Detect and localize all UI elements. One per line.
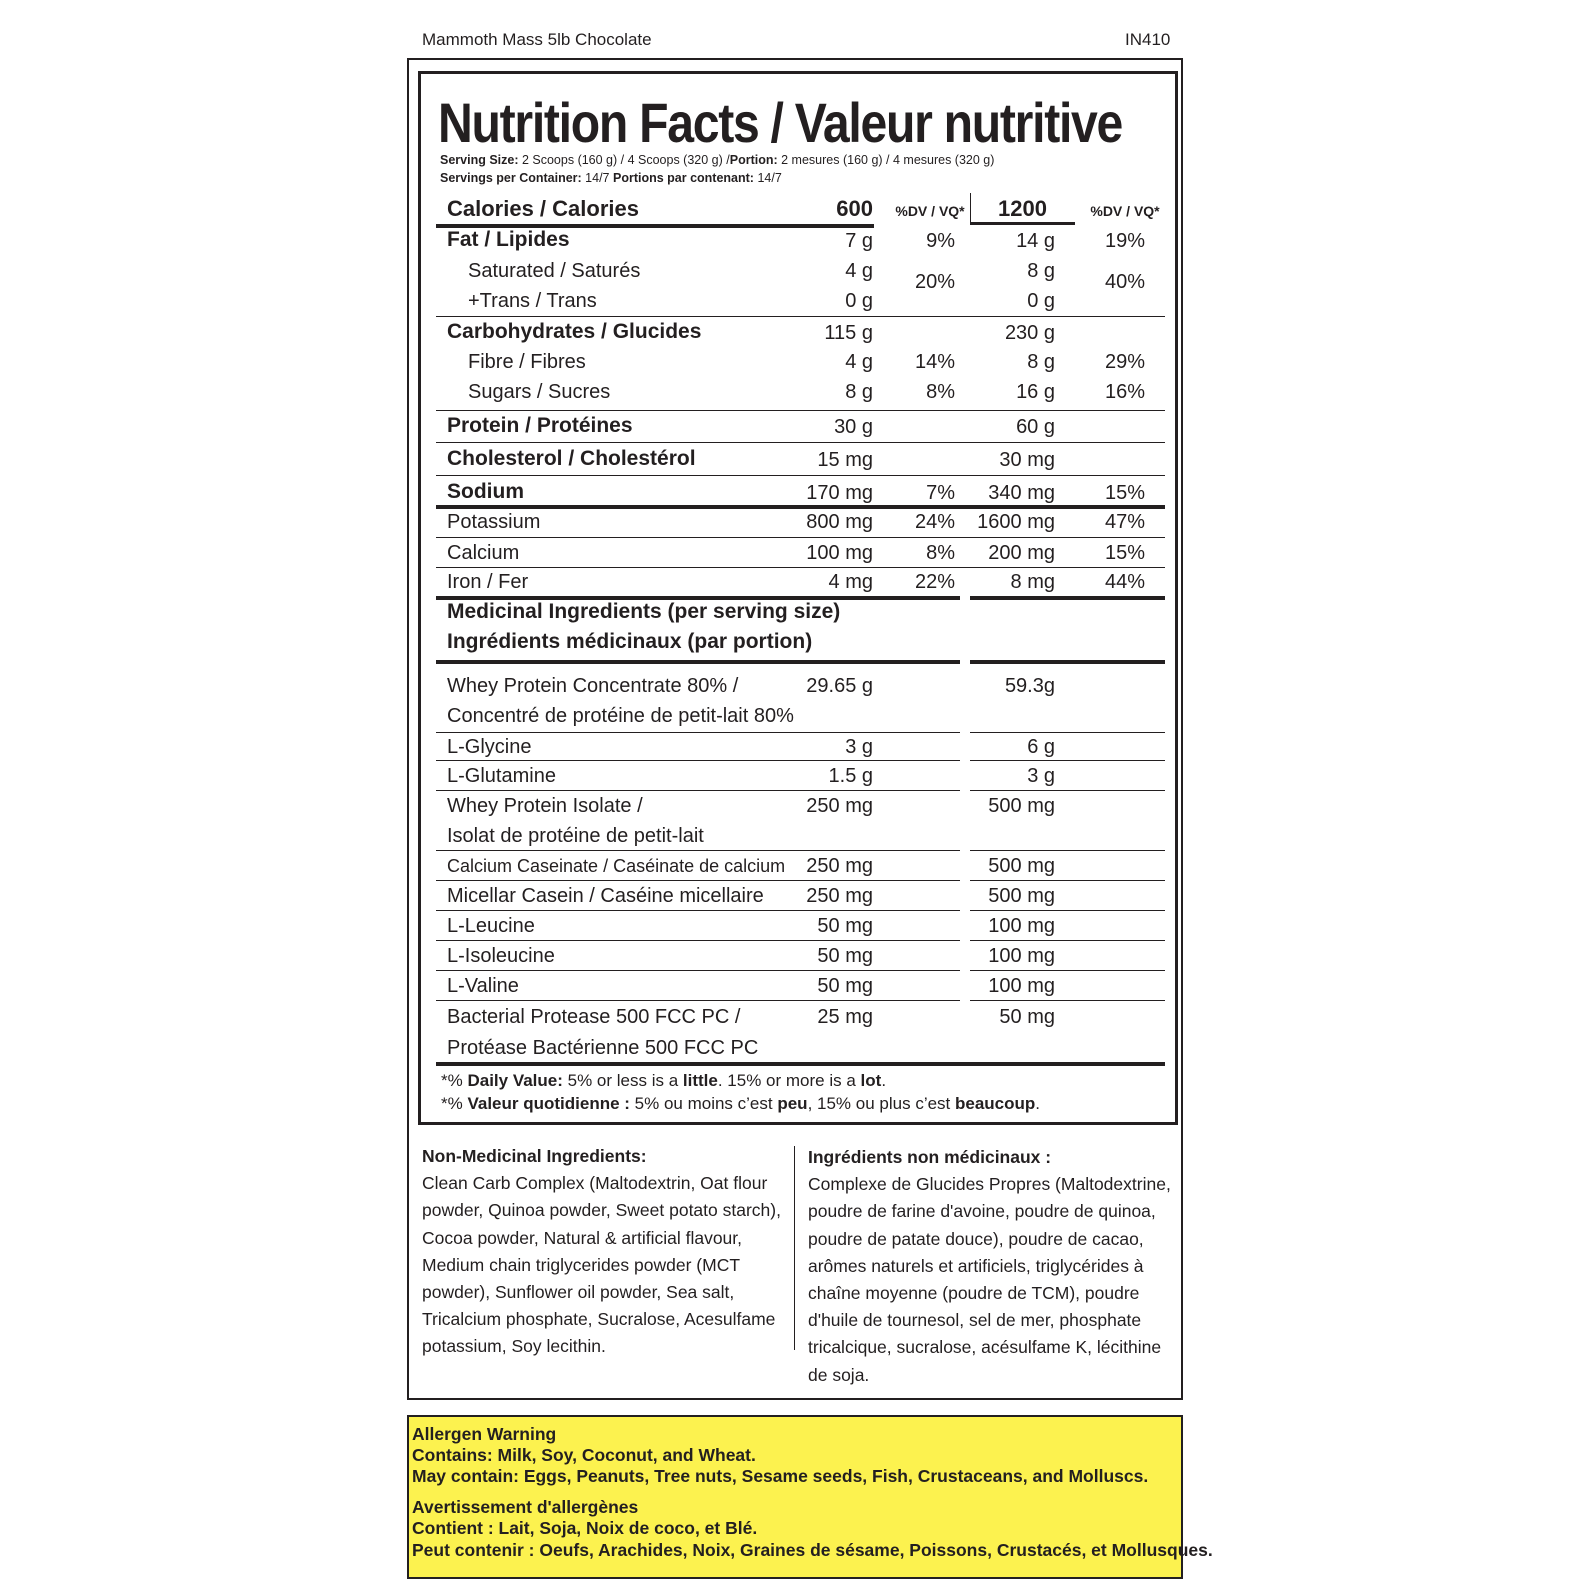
med-row-3-amount-1: 1.5 g xyxy=(828,765,873,787)
calories-value-1: 600 xyxy=(836,196,873,221)
non-medicinal-en xyxy=(422,1143,792,1361)
med-row-4-line-1: Whey Protein Isolate / xyxy=(447,795,643,817)
calcium-amount-1: 100 mg xyxy=(806,542,873,564)
rule-potassium xyxy=(436,537,1165,538)
med-row-10-amount-1: 25 mg xyxy=(817,1006,873,1028)
fat-label: Fat / Lipides xyxy=(447,228,570,251)
sat-trans-dv-2: 40% xyxy=(1104,271,1145,293)
calcium-amount-2: 200 mg xyxy=(988,542,1055,564)
trans-label: +Trans / Trans xyxy=(468,290,597,312)
fibre-label: Fibre / Fibres xyxy=(468,351,586,373)
rule-med-4b xyxy=(970,850,1165,851)
med-row-1-line-1: Whey Protein Concentrate 80% / xyxy=(447,675,739,697)
med-row-8-amount-1: 50 mg xyxy=(817,945,873,967)
dv-header-1: %DV / VQ* xyxy=(895,203,965,219)
med-row-9-label: L-Valine xyxy=(447,975,519,997)
potassium-dv-1: 24% xyxy=(914,511,955,533)
iron-label: Iron / Fer xyxy=(447,571,529,593)
rule-iron-2 xyxy=(970,596,1165,600)
rule-carb xyxy=(436,410,1165,411)
fat-amount-1: 7 g xyxy=(845,230,873,252)
rule-med-7a xyxy=(436,940,960,941)
calcium-dv-1: 8% xyxy=(926,542,955,564)
saturated-amount-2: 8 g xyxy=(1027,260,1055,282)
protein-label: Protein / Protéines xyxy=(447,414,633,437)
potassium-amount-2: 1600 mg xyxy=(977,511,1055,533)
rule-med-9a xyxy=(436,1000,960,1001)
fibre-amount-1: 4 g xyxy=(845,351,873,373)
allergen-title-fr: Avertissement d'allergènes xyxy=(412,1497,639,1517)
product-code: IN410 xyxy=(1125,30,1171,49)
rule-fat xyxy=(436,316,1165,317)
med-row-8-label: L-Isoleucine xyxy=(447,945,555,967)
trans-amount-2: 0 g xyxy=(1027,290,1055,312)
product-name: Mammoth Mass 5lb Chocolate xyxy=(422,30,652,49)
rule-med-3a xyxy=(436,790,960,791)
med-row-2-amount-2: 6 g xyxy=(1027,736,1055,758)
rule-med-1b xyxy=(970,732,1165,733)
potassium-dv-2: 47% xyxy=(1104,511,1145,533)
sodium-label: Sodium xyxy=(447,480,524,503)
fibre-dv-1: 14% xyxy=(914,351,955,373)
carb-amount-2: 230 g xyxy=(1004,322,1055,344)
non-medicinal-fr-text: Complexe de Glucides Propres (Maltodextrine, poudre de farine d'avoine, poudre de quinoa, poudre de patate douce), poudre de cacao, arômes naturels et artificiels, triglycérides à chaîne moyenne (poudre de TCM), poudre d'huile de tournesol, sel de mer, phosphate tricalcique, sucralose, acésulfame K, lécithine de soja. xyxy=(808,1174,1171,1385)
medicinal-heading-fr: Ingrédients médicinaux (par portion) xyxy=(447,630,813,653)
calcium-label: Calcium xyxy=(447,542,520,564)
rule-med-9b xyxy=(970,1000,1165,1001)
med-row-1-amount-2: 59.3g xyxy=(1004,675,1055,697)
rule-med-5b xyxy=(970,880,1165,881)
dv-header-2: %DV / VQ* xyxy=(1090,203,1160,219)
allergen-contains-fr: Contient : Lait, Soja, Noix de coco, et Blé. xyxy=(412,1518,758,1538)
protein-amount-1: 30 g xyxy=(834,416,873,438)
fat-dv-1: 9% xyxy=(926,230,955,252)
saturated-label: Saturated / Saturés xyxy=(468,260,641,282)
sugars-dv-2: 16% xyxy=(1104,381,1145,403)
med-row-5-amount-1: 250 mg xyxy=(806,855,873,877)
carb-label: Carbohydrates / Glucides xyxy=(447,320,702,343)
sugars-amount-2: 16 g xyxy=(1016,381,1055,403)
rule-med-4a xyxy=(436,850,960,851)
med-row-5-label: Calcium Caseinate / Caséinate de calcium xyxy=(447,856,786,876)
rule-med-5a xyxy=(436,880,960,881)
allergen-may-contain-fr: Peut contenir : Oeufs, Arachides, Noix, Graines de sésame, Poissons, Crustacés, et Mollusques. xyxy=(412,1540,1213,1560)
allergen-contains-en: Contains: Milk, Soy, Coconut, and Wheat. xyxy=(412,1445,756,1465)
iron-amount-2: 8 mg xyxy=(1010,571,1055,593)
med-row-3-label: L-Glutamine xyxy=(447,765,556,787)
fat-amount-2: 14 g xyxy=(1016,230,1055,252)
sodium-amount-1: 170 mg xyxy=(806,482,873,504)
allergen-may-contain-en: May contain: Eggs, Peanuts, Tree nuts, Sesame seeds, Fish, Crustaceans, and Molluscs. xyxy=(412,1466,1149,1486)
rule-med-3b xyxy=(970,790,1165,791)
sodium-dv-1: 7% xyxy=(926,482,955,504)
rule-med-6a xyxy=(436,910,960,911)
rule-med-2b xyxy=(970,760,1165,761)
med-row-4-amount-1: 250 mg xyxy=(806,795,873,817)
dv-note-en: *% Daily Value: 5% or less is a little. 15% or more is a lot. xyxy=(441,1071,887,1090)
med-row-2-amount-1: 3 g xyxy=(845,736,873,758)
non-medicinal-divider xyxy=(794,1146,795,1350)
allergen-title-en: Allergen Warning xyxy=(412,1424,557,1444)
sat-trans-dv-1: 20% xyxy=(914,271,955,293)
med-row-9-amount-1: 50 mg xyxy=(817,975,873,997)
cholesterol-label: Cholesterol / Cholestérol xyxy=(447,447,696,470)
non-medicinal-fr-title: Ingrédients non médicinaux : xyxy=(808,1147,1052,1167)
sodium-dv-2: 15% xyxy=(1104,482,1145,504)
rule-med-8a xyxy=(436,970,960,971)
rule-protein xyxy=(436,442,1165,443)
saturated-amount-1: 4 g xyxy=(845,260,873,282)
fibre-dv-2: 29% xyxy=(1104,351,1145,373)
non-medicinal-en-text: Clean Carb Complex (Maltodextrin, Oat flour powder, Quinoa powder, Sweet potato starch), Cocoa powder, Natural & artificial flavour, Medium chain triglycerides powder (MCT powder), Sunflower oil powder, Sea salt, Tricalcium phosphate, Sucralose, Acesulfame potassium, Soy lecithin. xyxy=(422,1173,781,1357)
rule-medicinal-2 xyxy=(970,660,1165,664)
sugars-dv-1: 8% xyxy=(926,381,955,403)
fat-dv-2: 19% xyxy=(1104,230,1145,252)
rule-bottom xyxy=(436,1062,1165,1066)
med-row-1-amount-1: 29.65 g xyxy=(806,675,873,697)
med-row-6-amount-2: 500 mg xyxy=(988,885,1055,907)
dv-note-fr: *% Valeur quotidienne : 5% ou moins c’est peu, 15% ou plus c’est beaucoup. xyxy=(441,1094,1041,1113)
serving-size: Serving Size: 2 Scoops (160 g) / 4 Scoops (320 g) /Portion: 2 mesures (160 g) / 4 mesures (320 g) xyxy=(440,153,995,167)
rule-medicinal-1 xyxy=(436,660,960,664)
rule-cholesterol xyxy=(436,475,1165,476)
medicinal-heading-en: Medicinal Ingredients (per serving size) xyxy=(447,600,841,623)
cholesterol-amount-2: 30 mg xyxy=(999,449,1055,471)
rule-med-6b xyxy=(970,910,1165,911)
non-medicinal-en-title: Non-Medicinal Ingredients: xyxy=(422,1146,647,1166)
iron-dv-1: 22% xyxy=(914,571,955,593)
potassium-amount-1: 800 mg xyxy=(806,511,873,533)
sugars-amount-1: 8 g xyxy=(845,381,873,403)
trans-amount-1: 0 g xyxy=(845,290,873,312)
protein-amount-2: 60 g xyxy=(1016,416,1055,438)
calories-rule-2 xyxy=(970,222,1075,225)
med-row-8-amount-2: 100 mg xyxy=(988,945,1055,967)
iron-amount-1: 4 mg xyxy=(828,571,873,593)
med-row-6-label: Micellar Casein / Caséine micellaire xyxy=(447,885,764,907)
rule-med-7b xyxy=(970,940,1165,941)
non-medicinal-fr xyxy=(808,1144,1178,1389)
calories-label: Calories / Calories xyxy=(447,196,639,221)
sodium-amount-2: 340 mg xyxy=(988,482,1055,504)
med-row-10-line-2: Protéase Bactérienne 500 FCC PC xyxy=(447,1037,759,1059)
iron-dv-2: 44% xyxy=(1104,571,1145,593)
med-row-6-amount-1: 250 mg xyxy=(806,885,873,907)
med-row-7-label: L-Leucine xyxy=(447,915,535,937)
col-divider-top xyxy=(970,193,971,223)
fibre-amount-2: 8 g xyxy=(1027,351,1055,373)
med-row-1-line-2: Concentré de protéine de petit-lait 80% xyxy=(447,705,794,727)
med-row-10-line-1: Bacterial Protease 500 FCC PC / xyxy=(447,1006,741,1028)
rule-med-2a xyxy=(436,760,960,761)
med-row-10-amount-2: 50 mg xyxy=(999,1006,1055,1028)
calories-value-2: 1200 xyxy=(998,196,1047,221)
med-row-3-amount-2: 3 g xyxy=(1027,765,1055,787)
med-row-7-amount-2: 100 mg xyxy=(988,915,1055,937)
sugars-label: Sugars / Sucres xyxy=(468,381,611,403)
carb-amount-1: 115 g xyxy=(824,322,873,344)
rule-med-1a xyxy=(436,732,960,733)
calcium-dv-2: 15% xyxy=(1104,542,1145,564)
med-row-9-amount-2: 100 mg xyxy=(988,975,1055,997)
med-row-4-line-2: Isolat de protéine de petit-lait xyxy=(447,825,704,847)
rule-calcium xyxy=(436,567,1165,568)
panel-title: Nutrition Facts / Valeur nutritive xyxy=(438,91,1123,154)
med-row-7-amount-1: 50 mg xyxy=(817,915,873,937)
rule-med-8b xyxy=(970,970,1165,971)
rule-sodium xyxy=(436,505,1165,509)
med-row-5-amount-2: 500 mg xyxy=(988,855,1055,877)
med-row-4-amount-2: 500 mg xyxy=(988,795,1055,817)
servings-per-container: Servings per Container: 14/7 Portions par contenant: 14/7 xyxy=(440,171,782,185)
potassium-label: Potassium xyxy=(447,511,541,533)
cholesterol-amount-1: 15 mg xyxy=(817,449,873,471)
med-row-2-label: L-Glycine xyxy=(447,736,532,758)
